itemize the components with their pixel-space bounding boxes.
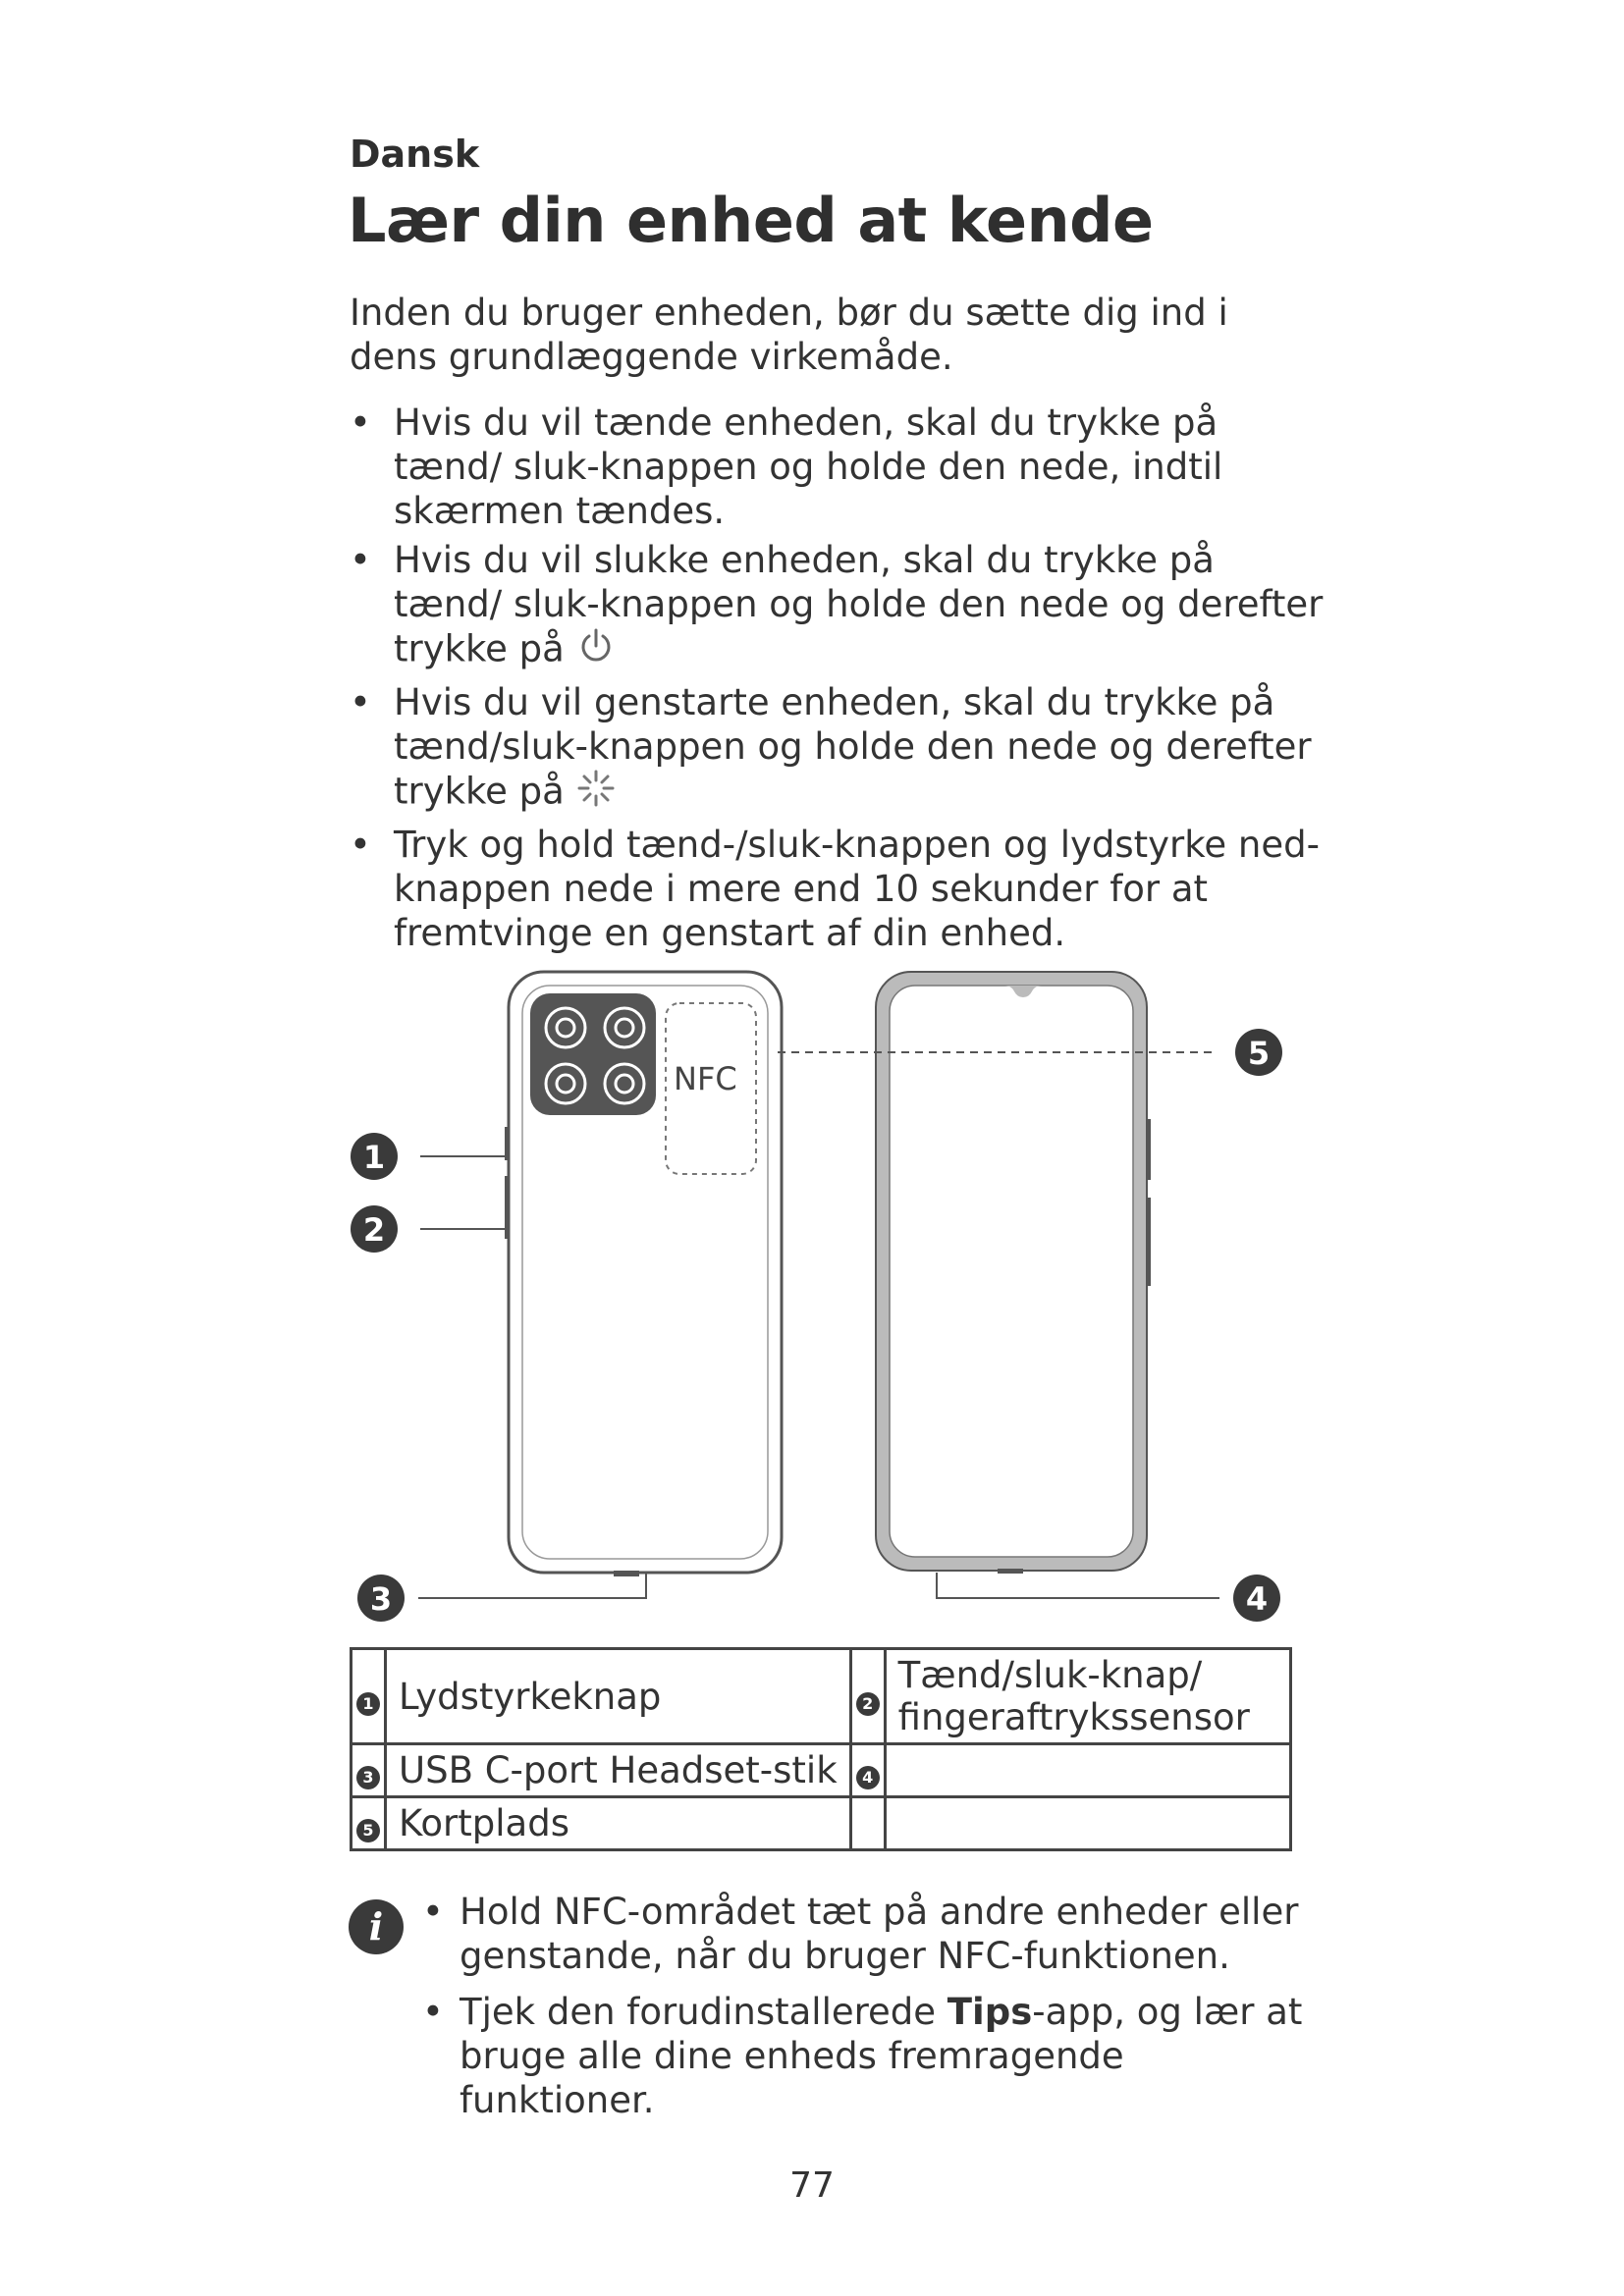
notes-list xyxy=(422,1890,1306,2134)
svg-text:5: 5 xyxy=(1247,1035,1271,1072)
callout-1 xyxy=(351,1133,398,1180)
language-label: Dansk xyxy=(350,133,480,176)
table-cell xyxy=(850,1744,885,1797)
bullet-dot: • xyxy=(350,401,371,444)
list-item xyxy=(422,1990,1306,2122)
page-title: Lær din enhed at kende xyxy=(348,185,1154,256)
bullet-text: Hvis du vil genstarte enheden, skal du trykke på tænd/sluk-knappen og holde den nede og derefter trykke på xyxy=(394,681,1312,813)
phone-back xyxy=(505,972,782,1576)
svg-text:2: 2 xyxy=(362,1211,386,1249)
callout-3 xyxy=(357,1575,405,1622)
list-item xyxy=(422,1890,1306,1978)
table-cell: Kortplads xyxy=(386,1797,851,1850)
note-text-pre: Tjek den forudinstallerede xyxy=(460,1991,947,2033)
note-text: Hold NFC-området tæt på andre enheder eller genstande, når du bruger NFC-funktionen. xyxy=(460,1891,1299,1977)
power-icon xyxy=(576,626,616,675)
table-cell xyxy=(885,1744,1290,1797)
device-diagram xyxy=(334,952,1306,1629)
callout-2 xyxy=(351,1205,398,1253)
table-cell: Tænd/sluk-knap/ fingeraftrykssensor xyxy=(885,1649,1290,1744)
parts-table xyxy=(350,1647,1292,1851)
instruction-list xyxy=(350,400,1331,960)
phone-front xyxy=(876,972,1151,1574)
table-row xyxy=(352,1797,1291,1850)
table-cell xyxy=(352,1797,386,1850)
item-number: 1 xyxy=(356,1692,380,1716)
bullet-dot: • xyxy=(350,681,371,723)
table-row xyxy=(352,1744,1291,1797)
bullet-dot: • xyxy=(422,1891,444,1933)
table-cell xyxy=(352,1649,386,1744)
note-text-post: -app, og lær at bruge alle dine enheds fremragende funktioner. xyxy=(460,1991,1303,2121)
table-cell xyxy=(850,1797,885,1850)
svg-text:4: 4 xyxy=(1245,1580,1269,1618)
item-number: 2 xyxy=(856,1692,880,1716)
bullet-dot: • xyxy=(350,539,371,581)
page-number: 77 xyxy=(789,2165,835,2206)
bullet-text: Tryk og hold tænd-/sluk-knappen og lydstyrke ned-knappen nede i mere end 10 sekunder for at fremtvinge en genstart af din enhed. xyxy=(394,824,1320,954)
table-cell: USB C-port Headset-stik xyxy=(386,1744,851,1797)
intro-paragraph xyxy=(350,291,1322,379)
table-cell xyxy=(850,1649,885,1744)
item-number: 3 xyxy=(356,1766,380,1789)
svg-text:1: 1 xyxy=(362,1139,386,1176)
bullet-dot: • xyxy=(350,824,371,866)
list-item xyxy=(350,823,1331,955)
table-cell xyxy=(352,1744,386,1797)
table-cell: Lydstyrkeknap xyxy=(386,1649,851,1744)
callout-4 xyxy=(1233,1575,1280,1622)
list-item xyxy=(350,680,1331,818)
item-number: 5 xyxy=(356,1819,380,1842)
restart-icon xyxy=(576,769,616,818)
nfc-label: NFC xyxy=(674,1060,737,1097)
bullet-text: Hvis du vil slukke enheden, skal du trykke på tænd/ sluk-knappen og holde den nede og derefter trykke på xyxy=(394,539,1324,670)
table-cell xyxy=(885,1797,1290,1850)
list-item xyxy=(350,400,1331,533)
table-row xyxy=(352,1649,1291,1744)
bullet-text: Hvis du vil tænde enheden, skal du trykke på tænd/ sluk-knappen og holde den nede, indtil skærmen tændes. xyxy=(394,401,1223,532)
intro-text: Inden du bruger enheden, bør du sætte dig ind i dens grundlæggende virkemåde. xyxy=(350,292,1228,378)
bullet-dot: • xyxy=(422,1991,444,2033)
info-icon: i xyxy=(349,1899,404,1954)
svg-text:3: 3 xyxy=(369,1580,393,1618)
callout-5 xyxy=(1235,1029,1282,1076)
list-item xyxy=(350,538,1331,675)
item-number: 4 xyxy=(856,1766,880,1789)
tips-app-name: Tips xyxy=(947,1991,1033,2033)
